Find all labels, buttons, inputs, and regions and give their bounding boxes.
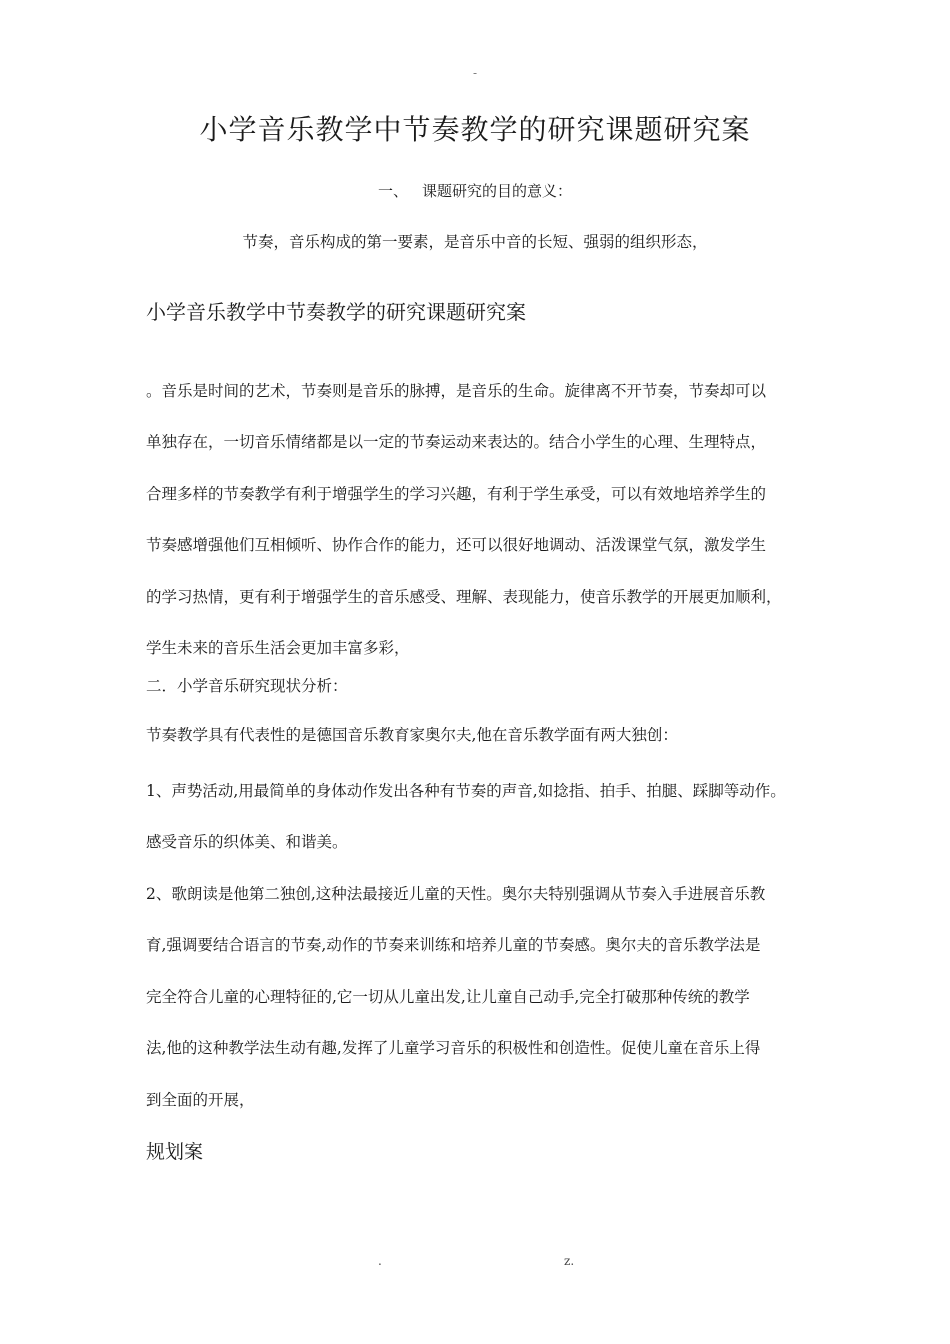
footer-right-mark: z.	[564, 1254, 575, 1268]
list-item-line: 到全面的开展，	[146, 1090, 255, 1109]
paragraph-line: 单独存在，一切音乐情绪都是以一定的节奏运动来表达的。结合小学生的心理、生理特点，	[146, 433, 767, 452]
list-item-one	[146, 766, 810, 869]
list-item-line: 1、声势活动,用最简单的身体动作发出各种有节奏的声音,如捻指、拍手、拍腿、踩脚等动作。	[146, 782, 786, 800]
document-title: 小学音乐教学中节奏教学的研究课题研究案	[199, 113, 751, 146]
section-one-number: 一、	[377, 182, 408, 200]
section-two-heading: 二．小学音乐研究现状分析：	[146, 677, 348, 695]
list-item-line: 2、歌朗读是他第二独创,这种法最接近儿童的天性。奥尔夫特别强调从节奏入手进展音乐教	[146, 885, 766, 903]
paragraph-line: 学生未来的音乐生活会更加丰富多彩，	[146, 639, 410, 658]
header-mark: -	[472, 66, 478, 80]
section-one-heading-text: 课题研究的目的意义：	[422, 182, 573, 200]
paragraph-line: 。音乐是时间的艺术，节奏则是音乐的脉搏，是音乐的生命。旋律离不开节奏，节奏却可以	[146, 382, 767, 400]
list-item-line: 法,他的这种教学法生动有趣,发挥了儿童学习音乐的积极性和创造性。促使儿童在音乐上得	[146, 1039, 761, 1058]
plan-heading: 规划案	[146, 1141, 204, 1163]
list-item-line: 感受音乐的织体美、和谐美。	[146, 833, 348, 852]
document-subtitle: 小学音乐教学中节奏教学的研究课题研究案	[146, 300, 526, 324]
section-one-heading	[0, 180, 950, 201]
footer-left-mark: .	[378, 1254, 382, 1268]
list-item-two	[146, 869, 810, 1126]
paragraph-line: 节奏感增强他们互相倾听、协作合作的能力，还可以很好地调动、活泼课堂气氛，激发学生	[146, 536, 767, 555]
list-item-line: 育,强调要结合语言的节奏,动作的节奏来训练和培养儿童的节奏感。奥尔夫的音乐教学法是	[146, 936, 761, 955]
section-two-intro: 节奏教学具有代表性的是德国音乐教育家奥尔夫,他在音乐教学面有两大独创：	[146, 726, 678, 744]
paragraph-line: 的学习热情，更有利于增强学生的音乐感受、理解、表现能力，使音乐教学的开展更加顺利，	[146, 587, 782, 606]
paragraph-line: 合理多样的节奏教学有利于增强学生的学习兴趣，有利于学生承受，可以有效地培养学生的	[146, 484, 767, 503]
intro-line: 节奏，音乐构成的第一要素，是音乐中音的长短、强弱的组织形态，	[242, 233, 708, 251]
list-item-line: 完全符合儿童的心理特征的,它一切从儿童出发,让儿童自己动手,完全打破那种传统的教学	[146, 987, 750, 1006]
paragraph-purpose	[146, 366, 810, 674]
